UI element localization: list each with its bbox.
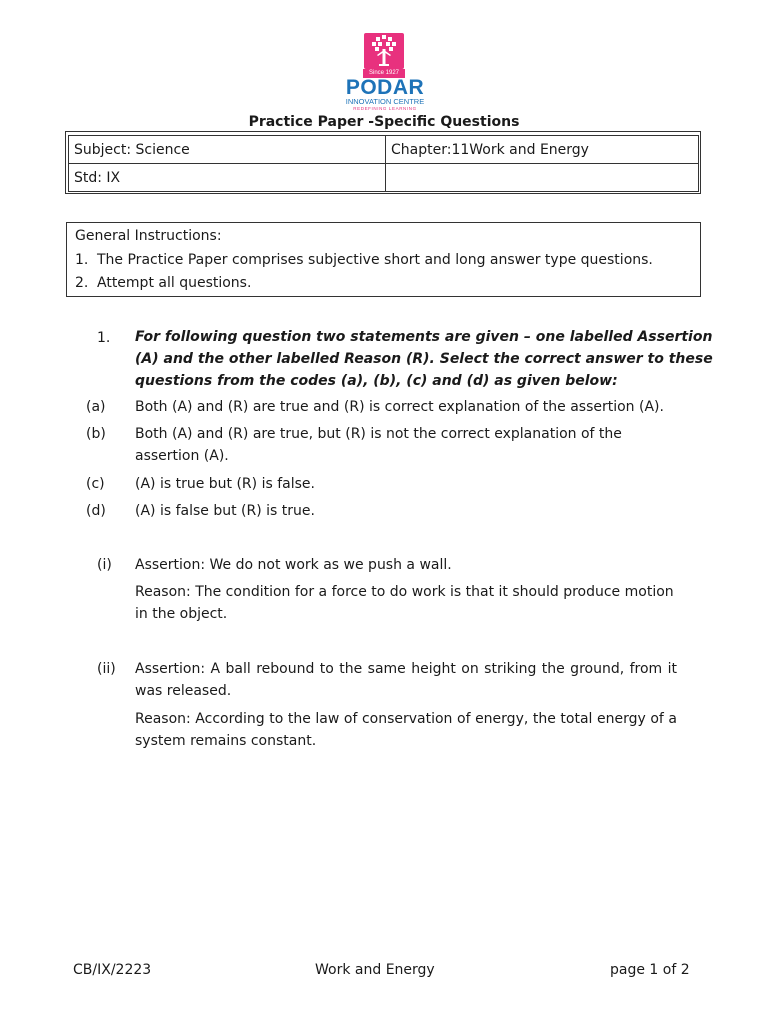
logo-subtitle: INNOVATION CENTRE: [345, 97, 425, 106]
info-table: [68, 135, 699, 192]
question-line: For following question two statements are given – one labelled Assertion: [135, 329, 713, 345]
instruction-item: [75, 252, 653, 268]
part-reason: Reason: The condition for a force to do work is that it should produce motion in the object.: [135, 584, 674, 622]
footer-topic: Work and Energy: [315, 962, 435, 978]
table-row: [69, 136, 699, 164]
question-number: 1.: [97, 330, 111, 346]
question-line: questions from the codes (a), (b), (c) and (d) as given below:: [135, 373, 618, 389]
empty-cell: [386, 164, 699, 192]
option-label: (a): [86, 399, 106, 415]
instructions-heading: General Instructions:: [75, 228, 222, 244]
tree-icon: [364, 33, 404, 69]
logo-tagline: REDEFINING LEARNING: [353, 106, 417, 111]
instruction-number: 1.: [75, 252, 89, 268]
part-reason: Reason: According to the law of conservation of energy, the total energy of a system remains constant.: [135, 711, 677, 749]
table-row: [69, 164, 699, 192]
part-label: (i): [97, 557, 112, 573]
page-title: Practice Paper -Specific Questions: [248, 114, 520, 130]
footer-code: CB/IX/2223: [73, 962, 152, 978]
instruction-number: 2.: [75, 275, 89, 291]
std-cell: Std: IX: [69, 164, 386, 192]
option-text: Both (A) and (R) are true, but (R) is not the correct explanation of the assertion (A).: [135, 426, 622, 464]
instruction-text: The Practice Paper comprises subjective short and long answer type questions.: [97, 252, 653, 268]
logo-name: PODAR: [345, 76, 425, 99]
instruction-text: Attempt all questions.: [97, 275, 252, 291]
option-text: (A) is false but (R) is true.: [135, 503, 315, 519]
footer-page-number: page 1 of 2: [610, 962, 690, 978]
option-label: (b): [86, 426, 106, 442]
part-assertion: Assertion: A ball rebound to the same height on striking the ground, from it was released.: [135, 661, 677, 699]
school-logo: [337, 27, 433, 113]
logo-since: Since 1927: [363, 69, 405, 78]
question-stem: [135, 326, 713, 392]
option-label: (d): [86, 503, 106, 519]
question-line: (A) and the other labelled Reason (R). Select the correct answer to these: [135, 351, 713, 367]
option-text: (A) is true but (R) is false.: [135, 476, 315, 492]
option-label: (c): [86, 476, 105, 492]
instruction-item: [75, 275, 251, 291]
option-text: Both (A) and (R) are true and (R) is correct explanation of the assertion (A).: [135, 399, 664, 415]
part-label: (ii): [97, 661, 116, 677]
subject-cell: Subject: Science: [69, 136, 386, 164]
chapter-cell: Chapter:11Work and Energy: [386, 136, 699, 164]
general-instructions-box: [66, 222, 701, 297]
part-assertion: Assertion: We do not work as we push a wall.: [135, 557, 452, 573]
